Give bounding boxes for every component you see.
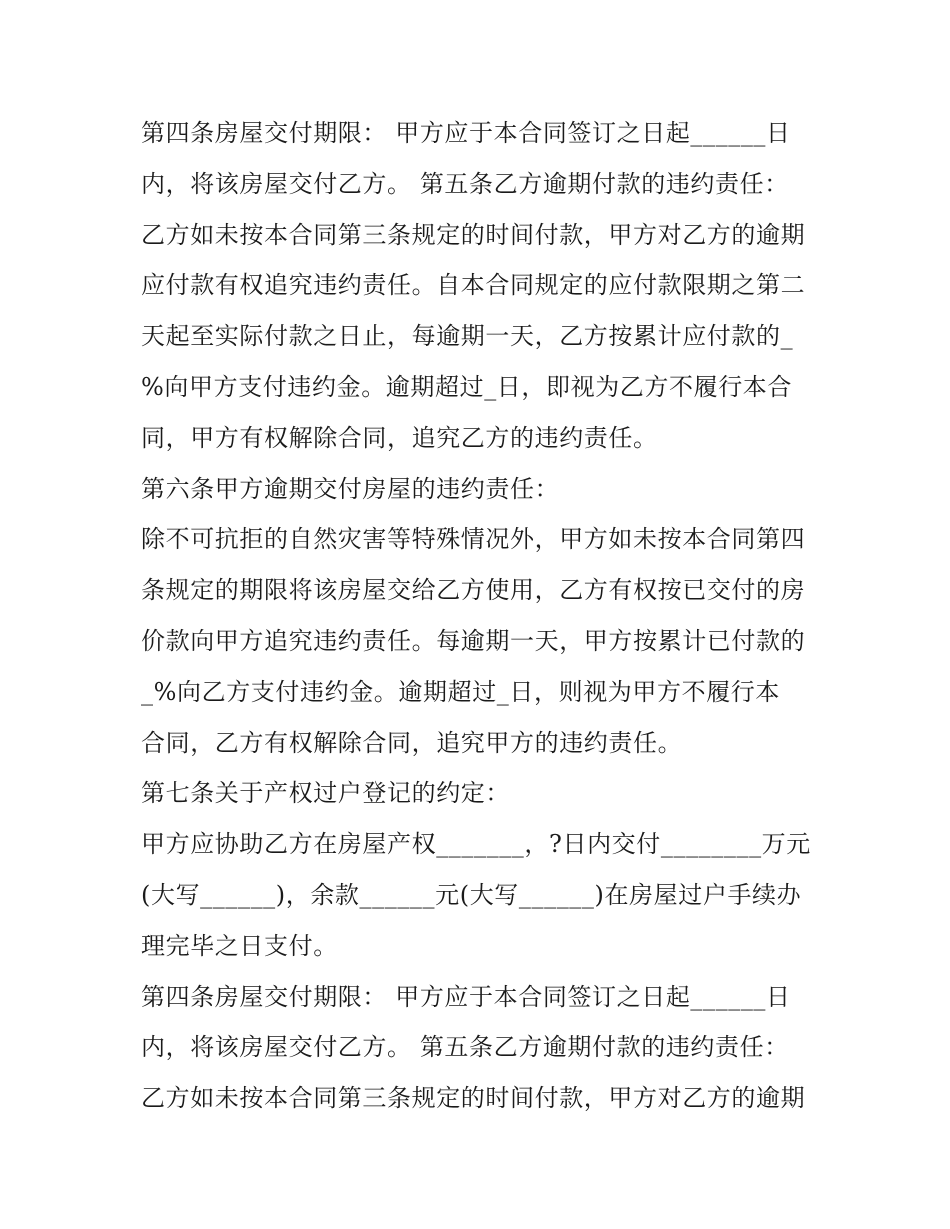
- text-line: %向甲方支付违约金。逾期超过_日，即视为乙方不履行本合: [141, 372, 793, 401]
- text-line: 天起至实际付款之日止，每逾期一天，乙方按累计应付款的_: [141, 322, 794, 351]
- text-line: (大写______)，余款______元(大写______)在房屋过户手续办: [141, 880, 802, 909]
- text-line: 理完毕之日支付。: [141, 931, 338, 960]
- text-line: 第四条房屋交付期限： 甲方应于本合同签订之日起______日: [141, 982, 791, 1011]
- text-line: 甲方应协助乙方在房屋产权_______，?日内交付________万元: [141, 830, 811, 859]
- text-line: 第六条甲方逾期交付房屋的违约责任：: [141, 474, 560, 503]
- text-line: 乙方如未按本合同第三条规定的时间付款，甲方对乙方的逾期: [141, 220, 806, 249]
- text-line: 内，将该房屋交付乙方。 第五条乙方逾期付款的违约责任：: [141, 1033, 789, 1062]
- text-line: 价款向甲方追究违约责任。每逾期一天，甲方按累计已付款的: [141, 626, 806, 655]
- text-line: 同，甲方有权解除合同，追究乙方的违约责任。: [141, 423, 658, 452]
- text-line: 第七条关于产权过户登记的约定：: [141, 779, 510, 808]
- text-line: 条规定的期限将该房屋交给乙方使用，乙方有权按已交付的房: [141, 576, 806, 605]
- text-line: 第四条房屋交付期限： 甲方应于本合同签订之日起______日: [141, 119, 791, 147]
- text-line: 乙方如未按本合同第三条规定的时间付款，甲方对乙方的逾期: [141, 1084, 806, 1113]
- text-line: 内，将该房屋交付乙方。 第五条乙方逾期付款的违约责任：: [141, 169, 789, 198]
- text-line: _%向乙方支付违约金。逾期超过_日，则视为甲方不履行本: [141, 677, 781, 706]
- text-line: 应付款有权追究违约责任。自本合同规定的应付款限期之第二: [141, 271, 806, 300]
- contract-text: [141, 108, 821, 1124]
- text-line: 合同，乙方有权解除合同，追究甲方的违约责任。: [141, 728, 683, 757]
- text-line: 除不可抗拒的自然灾害等特殊情况外，甲方如未按本合同第四: [141, 525, 806, 554]
